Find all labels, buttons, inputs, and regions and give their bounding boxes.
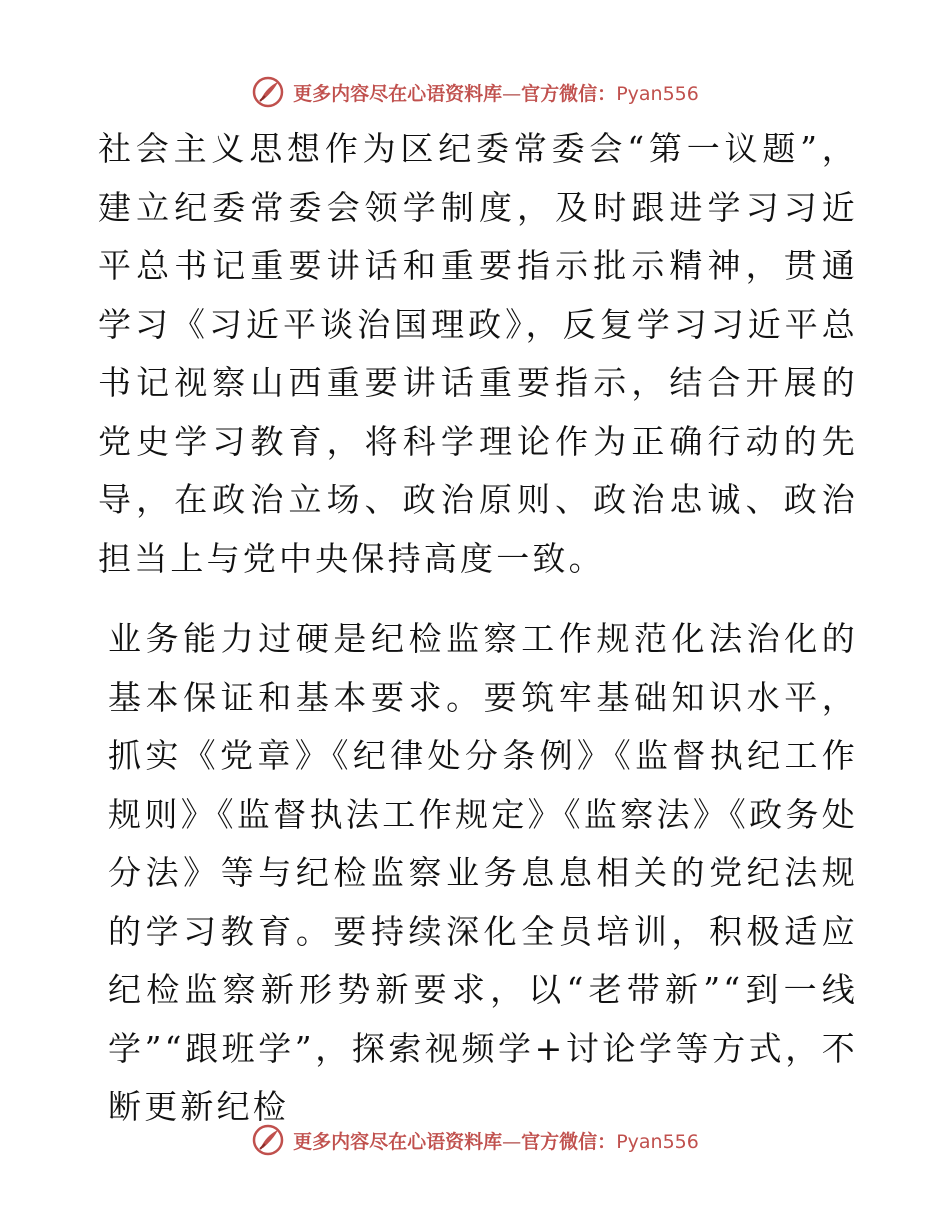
watermark-separator: — xyxy=(502,1130,522,1153)
watermark-account: Pyan556 xyxy=(616,82,699,105)
watermark-cn: 更多内容尽在心语资料库 xyxy=(293,82,503,105)
watermark-account: Pyan556 xyxy=(616,1130,699,1153)
paragraph-2: 业务能力过硬是纪检监察工作规范化法治化的基本保证和基本要求。要筑牢基础知识水平，抓实《党章》《纪律处分条例》《监督执纪工作规则》《监督执法工作规定》《监察法》《政务处分法》等与纪检监察业务息息相关的党纪法规的学习教育。要持续深化全员培训，积极适应纪检监察新形势新要求，以“老带新”“到一线学”“跟班学”，探索视频学+讨论学等方式，不断更新纪检 xyxy=(108,619,858,1126)
watermark-separator: — xyxy=(502,82,522,105)
footer-watermark xyxy=(0,1120,950,1160)
header-watermark xyxy=(0,72,950,112)
watermark-text xyxy=(293,79,699,106)
quill-logo-icon xyxy=(251,75,285,109)
watermark-wechat: 官方微信： xyxy=(521,82,617,105)
quill-logo-icon xyxy=(251,1123,285,1157)
watermark-wechat: 官方微信： xyxy=(521,1130,617,1153)
watermark-text xyxy=(293,1127,699,1154)
watermark-cn: 更多内容尽在心语资料库 xyxy=(293,1130,503,1153)
document-body xyxy=(98,120,858,1137)
paragraph-1: 社会主义思想作为区纪委常委会“第一议题”，建立纪委常委会领学制度，及时跟进学习习近平总书记重要讲话和重要指示批示精神，贯通学习《习近平谈治国理政》，反复学习习近平总书记视察山西重要讲话重要指示，结合开展的党史学习教育，将科学理论作为正确行动的先导，在政治立场、政治原则、政治忠诚、政治担当上与党中央保持高度一致。 xyxy=(98,129,858,578)
